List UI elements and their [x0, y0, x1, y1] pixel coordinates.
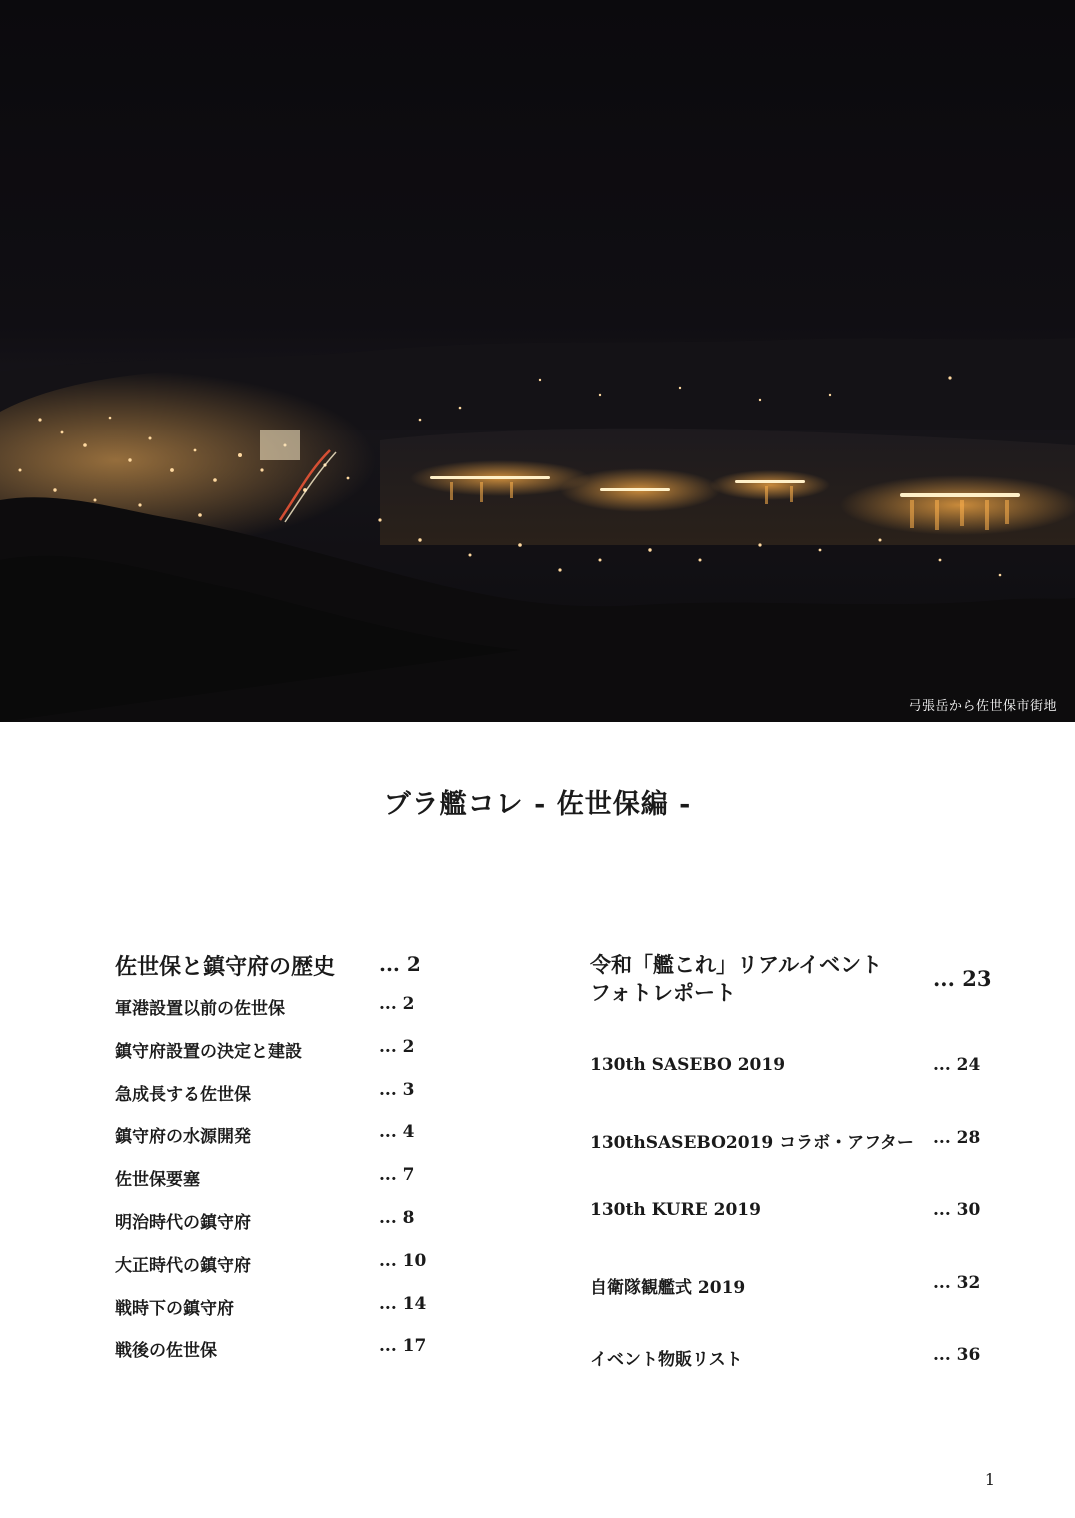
toc-item-page: ... 32 [933, 1272, 981, 1293]
toc-item-label: 鎮守府の水源開発 [115, 1127, 251, 1148]
toc-item-page: ... 10 [379, 1250, 427, 1271]
toc-item[interactable] [115, 1165, 435, 1208]
toc-item-label: 大正時代の鎮守府 [115, 1255, 251, 1276]
toc-item[interactable] [115, 994, 435, 1037]
toc-heading-page: ... 2 [379, 952, 421, 976]
toc-item[interactable] [115, 1251, 435, 1294]
toc-item-label: 自衛隊観艦式 2019 [590, 1277, 746, 1298]
toc-item[interactable] [115, 1208, 435, 1251]
toc-item[interactable] [115, 1336, 435, 1379]
toc-item-label: 佐世保要塞 [115, 1170, 200, 1191]
toc-item-label: 130th KURE 2019 [590, 1200, 761, 1220]
toc-item-page: ... 4 [379, 1122, 415, 1143]
toc-item-page: ... 14 [379, 1293, 427, 1314]
toc-item-page: ... 36 [933, 1345, 981, 1365]
toc-item-page: ... 7 [379, 1165, 415, 1186]
toc-item-page: ... 17 [379, 1336, 427, 1357]
toc-item-label: 戦時下の鎮守府 [115, 1298, 234, 1319]
toc-item[interactable] [590, 1345, 990, 1418]
toc-item-page: ... 28 [933, 1127, 981, 1148]
toc-heading-line1: 令和「艦これ」リアルイベント [590, 952, 883, 977]
toc-item-label: 戦後の佐世保 [115, 1341, 217, 1362]
toc-item-label: 130thSASEBO2019 コラボ・アフター [590, 1132, 914, 1153]
toc-item-label: イベント物販リスト [590, 1350, 743, 1370]
toc-heading-label [590, 951, 930, 1007]
toc-item[interactable] [115, 1294, 435, 1337]
toc-item[interactable] [590, 1200, 990, 1273]
toc-item-page: ... 2 [379, 1036, 415, 1057]
toc-item[interactable] [590, 1128, 990, 1201]
toc-item-page: ... 24 [933, 1055, 981, 1075]
photo-caption: 弓張岳から佐世保市街地 [908, 699, 1057, 714]
toc-history-section [115, 952, 435, 1379]
toc-item[interactable] [590, 1273, 990, 1346]
toc-heading-label: 佐世保と鎮守府の歴史 [115, 954, 336, 980]
toc-item-page: ... 3 [379, 1079, 415, 1100]
toc-heading-row[interactable] [590, 952, 990, 1055]
toc-heading-row[interactable] [115, 952, 435, 994]
toc-item-page: ... 30 [933, 1200, 981, 1220]
toc-item[interactable] [590, 1055, 990, 1128]
page-number: 1 [984, 1470, 995, 1489]
toc-item-label: 急成長する佐世保 [115, 1084, 251, 1105]
toc-item[interactable] [115, 1080, 435, 1123]
toc-heading-line2: フォトレポート [590, 980, 736, 1005]
toc-item-page: ... 2 [379, 994, 415, 1014]
toc-item[interactable] [115, 1122, 435, 1165]
toc-item-page: ... 8 [379, 1207, 415, 1228]
toc-item-label: 130th SASEBO 2019 [590, 1055, 786, 1075]
toc-item-label: 軍港設置以前の佐世保 [115, 999, 285, 1019]
toc-item-label: 明治時代の鎮守府 [115, 1212, 251, 1233]
night-city-illustration [0, 0, 1075, 722]
toc-heading-page: ... 23 [933, 966, 992, 991]
toc-event-section [590, 952, 990, 1418]
night-view-photo [0, 0, 1075, 722]
page-title: ブラ艦コレ - 佐世保編 - [383, 789, 692, 820]
toc-item[interactable] [115, 1037, 435, 1080]
toc-item-label: 鎮守府設置の決定と建設 [115, 1041, 302, 1062]
